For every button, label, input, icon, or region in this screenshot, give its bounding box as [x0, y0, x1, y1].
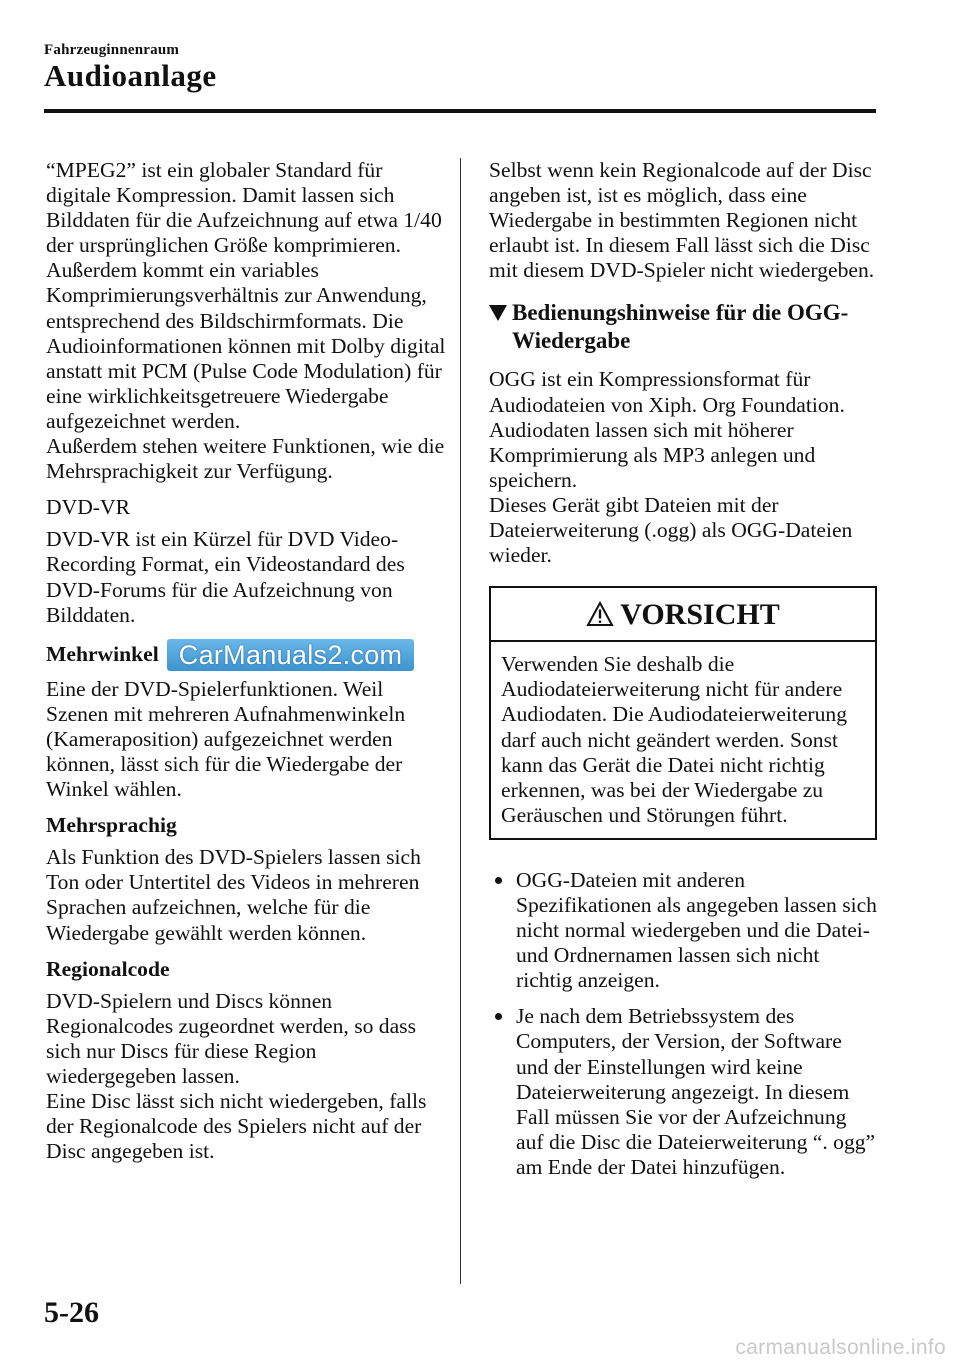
mehrwinkel-row — [46, 639, 446, 671]
ogg-paragraph-1: OGG ist ein Kompressionsformat für Audiodateien von Xiph. Org Foundation. Audiodaten lassen sich mit höherer Komprimierung als MP3 anlegen und speichern. — [489, 367, 845, 492]
left-column — [46, 158, 446, 1175]
header-rule — [44, 109, 876, 113]
caution-box — [489, 586, 877, 840]
page-title: Audioanlage — [44, 58, 217, 93]
regionalcode-paragraph-1: DVD-Spielern und Discs können Regionalcodes zugeordnet werden, so dass sich nur Discs für diese Region wiedergegeben lassen. — [46, 988, 416, 1088]
caution-title: VORSICHT — [620, 597, 780, 631]
right-column — [489, 158, 877, 1191]
bullet-dot-icon — [495, 1013, 502, 1020]
caution-header — [491, 588, 875, 642]
list-item-text: OGG-Dateien mit anderen Spezifikationen als angegeben lassen sich nicht normal wiedergeben und die Datei- und Ordnernamen lassen sich nicht richtig anzeigen. — [516, 867, 877, 993]
mehrwinkel-heading: Mehrwinkel — [46, 642, 159, 667]
dvdvr-paragraph: DVD-VR ist ein Kürzel für DVD Video-Recording Format, ein Videostandard des DVD-Forums für die Aufzeichnung von Bilddaten. — [46, 527, 405, 627]
watermark-logo[interactable]: CarManuals2.com — [167, 639, 415, 671]
list-item — [489, 868, 877, 993]
section-label: Fahrzeuginnenraum — [44, 42, 180, 58]
ogg-heading-text: Bedienungshinweise für die OGG-Wiedergabe — [512, 300, 849, 354]
regionalcode-paragraph-2: Eine Disc lässt sich nicht wiedergeben, falls der Regionalcode des Spielers nicht auf der Disc angegeben ist. — [46, 1089, 427, 1164]
list-item-text: Je nach dem Betriebssystem des Computers, der Version, der Software und der Einstellungen wird keine Dateierweiterung angezeigt. In diesem Fall müssen Sie vor der Aufzeichnung auf die Disc die Dateierweiterung “. ogg” am Ende der Datei hinzufügen. — [516, 1004, 876, 1179]
mpeg2-paragraph: “MPEG2” ist ein globaler Standard für digitale Kompression. Damit lassen sich Bilddaten für die Aufzeichnung auf etwa 1/40 der ursprünglichen Größe komprimieren. Außerdem kommt ein variables Komprimierungsverhältnis zur Anwendung, entsprechend des Bildschirmformats. Die Audioinformationen können mit Dolby digital anstatt mit PCM (Pulse Code Modulation) für eine wirklichkeitsgetreuere Wiedergabe aufgezeichnet werden. — [46, 158, 446, 433]
caution-text: Verwenden Sie deshalb die Audiodateierweiterung nicht für andere Audiodaten. Die Audiodateierweiterung darf auch nicht geändert werden. Sonst kann das Gerät die Datei nicht richtig erkennen, was bei der Wiedergabe zu Geräuschen und Störungen führt. — [501, 652, 847, 827]
regionalcode-heading: Regionalcode — [46, 956, 170, 981]
ogg-section-heading — [489, 299, 877, 355]
page-number: 5-26 — [44, 1296, 99, 1329]
bullet-list — [489, 868, 877, 1180]
warning-triangle-icon — [586, 601, 614, 627]
footer-watermark: carmanualsonline.info — [735, 1336, 946, 1359]
mehrwinkel-paragraph: Eine der DVD-Spielerfunktionen. Weil Szenen mit mehreren Aufnahmenwinkeln (Kameraposition) aufgezeichnet werden können, lässt sich für die Wiedergabe der Winkel wählen. — [46, 676, 406, 802]
column-divider — [460, 158, 461, 1284]
region-intro-paragraph: Selbst wenn kein Regionalcode auf der Disc angeben ist, ist es möglich, dass eine Wiedergabe in bestimmten Regionen nicht erlaubt ist. In diesem Fall lässt sich die Disc mit diesem DVD-Spieler nicht wiedergeben. — [489, 158, 875, 283]
ogg-paragraph-2: Dieses Gerät gibt Dateien mit der Dateierweiterung (.ogg) als OGG-Dateien wieder. — [489, 492, 853, 568]
bullet-dot-icon — [495, 877, 502, 884]
mpeg2-extra-paragraph: Außerdem stehen weitere Funktionen, wie die Mehrsprachigkeit zur Verfügung. — [46, 434, 445, 484]
dvdvr-heading: DVD-VR — [46, 495, 130, 520]
mehrsprachig-heading: Mehrsprachig — [46, 813, 177, 838]
triangle-down-icon — [489, 305, 507, 321]
list-item — [489, 1004, 877, 1180]
mehrsprachig-paragraph: Als Funktion des DVD-Spielers lassen sich Ton oder Untertitel des Videos in mehreren Sprachen aufzeichnen, welche für die Wiedergabe gewählt werden können. — [46, 845, 421, 945]
